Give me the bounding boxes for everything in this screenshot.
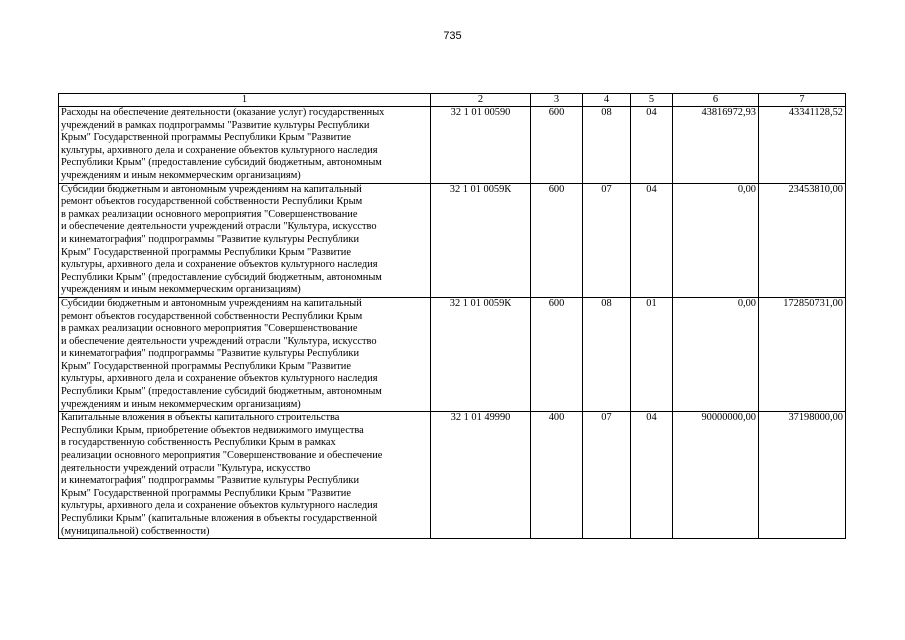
section-code: 08	[583, 297, 631, 411]
column-header: 5	[631, 94, 673, 107]
column-header: 6	[673, 94, 759, 107]
expense-type-code: 600	[531, 107, 583, 184]
amount-year-1: 0,00	[673, 297, 759, 411]
amount-year-2: 172850731,00	[759, 297, 846, 411]
expense-description: Субсидии бюджетным и автономным учреждениям на капитальный ремонт объектов государственной собственности Республики Крым в рамках реализации основного мероприятия "Совершенствование и обеспечение деятельности учреждений отрасли "Культура, искусство и кинематография" подпрограммы "Развитие культуры Республики Крым" Государственной программы Республики Крым "Развитие культуры, архивного дела и сохранение объектов культурного наследия Республики Крым" (предоставление субсидий бюджетным, автономным учреждениям и иным некоммерческим организациям)	[59, 297, 431, 411]
expense-type-code: 600	[531, 297, 583, 411]
expense-description: Капитальные вложения в объекты капитального строительства Республики Крым, приобретение объектов недвижимого имущества в государственную собственность Республики Крым в рамках реализации основного мероприятия "Совершенствование и обеспечение деятельности учреждений отрасли "Культура, искусство и кинематография" подпрограммы "Развитие культуры Республики Крым" Государственной программы Республики Крым "Развитие культуры, архивного дела и сохранение объектов культурного наследия Республики Крым" (капитальные вложения в объекты государственной (муниципальной) собственности)	[59, 412, 431, 539]
column-header: 4	[583, 94, 631, 107]
expense-description: Субсидии бюджетным и автономным учреждениям на капитальный ремонт объектов государственной собственности Республики Крым в рамках реализации основного мероприятия "Совершенствование и обеспечение деятельности учреждений отрасли "Культура, искусство и кинематография" подпрограммы "Развитие культуры Республики Крым" Государственной программы Республики Крым "Развитие культуры, архивного дела и сохранение объектов культурного наследия Республики Крым" (предоставление субсидий бюджетным, автономным учреждениям и иным некоммерческим организациям)	[59, 183, 431, 297]
table-row	[59, 107, 846, 184]
amount-year-2: 23453810,00	[759, 183, 846, 297]
column-header: 3	[531, 94, 583, 107]
target-code: 32 1 01 0059К	[431, 297, 531, 411]
section-code: 08	[583, 107, 631, 184]
target-code: 32 1 01 00590	[431, 107, 531, 184]
amount-year-2: 43341128,52	[759, 107, 846, 184]
expense-description: Расходы на обеспечение деятельности (оказание услуг) государственных учреждений в рамках подпрограммы "Развитие культуры Республики Крым" Государственной программы Республики Крым "Развитие культуры, архивного дела и сохранение объектов культурного наследия Республики Крым" (предоставление субсидий бюджетным, автономным учреждениям и иным некоммерческим организациям)	[59, 107, 431, 184]
budget-table	[58, 93, 846, 539]
expense-type-code: 600	[531, 183, 583, 297]
subsection-code: 04	[631, 412, 673, 539]
column-header: 7	[759, 94, 846, 107]
amount-year-2: 37198000,00	[759, 412, 846, 539]
target-code: 32 1 01 0059К	[431, 183, 531, 297]
table-row	[59, 297, 846, 411]
subsection-code: 04	[631, 107, 673, 184]
column-header: 1	[59, 94, 431, 107]
column-number-row	[59, 94, 846, 107]
subsection-code: 04	[631, 183, 673, 297]
target-code: 32 1 01 49990	[431, 412, 531, 539]
subsection-code: 01	[631, 297, 673, 411]
column-header: 2	[431, 94, 531, 107]
amount-year-1: 43816972,93	[673, 107, 759, 184]
section-code: 07	[583, 183, 631, 297]
table-row	[59, 412, 846, 539]
page-number: 735	[443, 30, 462, 42]
table-row	[59, 183, 846, 297]
amount-year-1: 90000000,00	[673, 412, 759, 539]
section-code: 07	[583, 412, 631, 539]
amount-year-1: 0,00	[673, 183, 759, 297]
expense-type-code: 400	[531, 412, 583, 539]
